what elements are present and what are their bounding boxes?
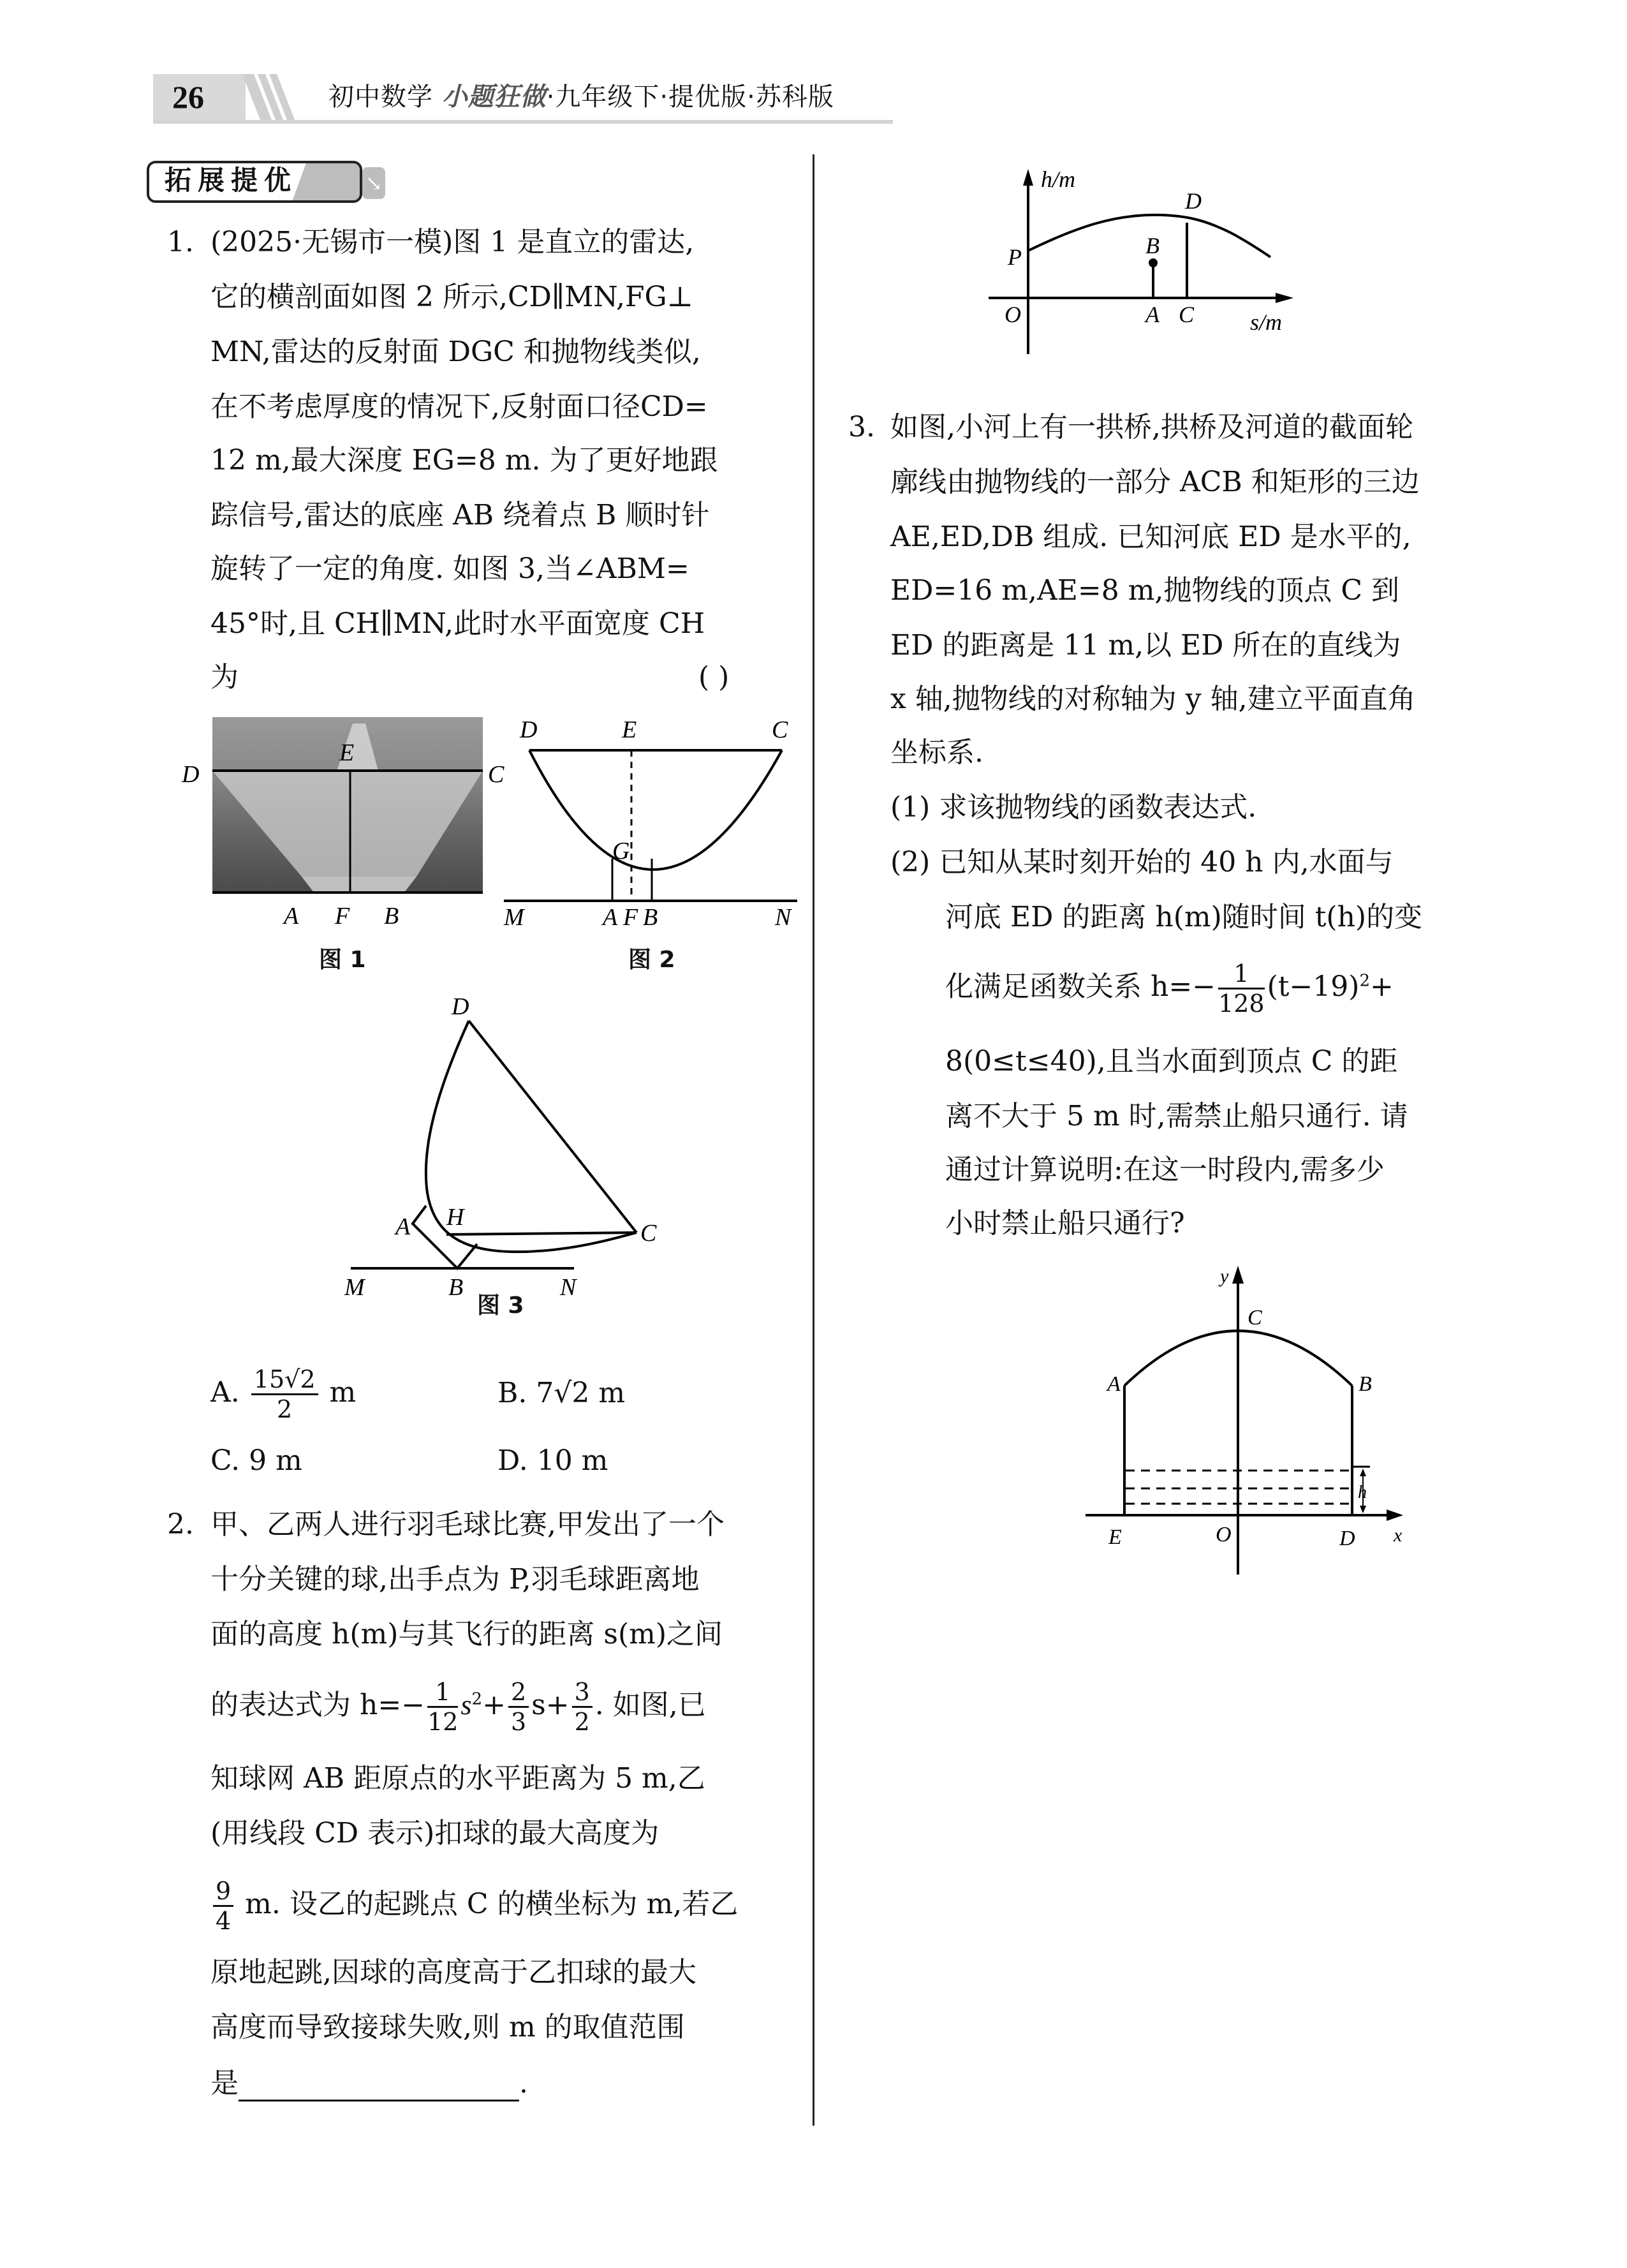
problem-3-line: 坐标系. (890, 736, 983, 769)
parabola-dgc (529, 750, 782, 870)
problem-2-formula: 的表达式为 h=− $\frac{1}{12}$ $s^2+$ $\frac{2}{3}$ s+ $\frac{3}{2}$ . 如图,已 (210, 1678, 706, 1736)
label-a: A (395, 1213, 411, 1240)
line-hc (446, 1233, 637, 1234)
label-m: M (504, 904, 524, 931)
problem-3-q1: (1) 求该抛物线的函数表达式. (890, 791, 1257, 824)
answer-blank[interactable] (239, 2074, 519, 2101)
problem-1-line: 45°时,且 CH∥MN,此时水平面宽度 CH (210, 607, 705, 640)
problem-3-figure (1071, 1244, 1467, 1576)
label-d: D (452, 993, 469, 1020)
option-d-text: 10 m (536, 1444, 608, 1477)
option-a-fraction: $\frac{15√2}{2}$ (251, 1365, 318, 1423)
option-c-key: C. (210, 1444, 240, 1477)
problem-3-line: 如图,小河上有一拱桥,拱桥及河道的截面轮 (890, 411, 1413, 443)
problem-3-q2-line: 通过计算说明:在这一时段内,需多少 (945, 1153, 1385, 1186)
option-b-text: 7√2 m (536, 1377, 626, 1409)
option-c-text: 9 m (249, 1444, 302, 1477)
book-title-prefix: 初中数学 (328, 82, 433, 112)
point-b (1149, 258, 1158, 267)
label-n: N (560, 1274, 577, 1301)
option-b-key: B. (497, 1377, 527, 1409)
label-d: D (520, 716, 538, 743)
option-a-key: A. (210, 1376, 240, 1409)
label-h: H (446, 1204, 464, 1231)
label-a: A (1107, 1372, 1121, 1396)
header-rule (153, 120, 893, 124)
line-dc (469, 1021, 637, 1233)
option-d-key: D. (497, 1444, 528, 1477)
figure-3-caption: 图 3 (477, 1293, 524, 1319)
option-a-unit: m (329, 1376, 357, 1409)
label-c: C (1179, 302, 1195, 327)
problem-1-line: MN,雷达的反射面 DGC 和抛物线类似, (210, 336, 701, 368)
label-c: C (1248, 1306, 1262, 1330)
label-b: B (1145, 233, 1160, 258)
h-arrow-up-icon (1360, 1469, 1366, 1476)
label-b: B (1358, 1372, 1372, 1396)
y-axis-arrow-icon (1232, 1266, 1244, 1284)
label-g: G (612, 838, 630, 864)
figure-1-caption: 图 1 (319, 947, 366, 973)
label-c: C (772, 716, 788, 743)
problem-3-q2-line: 8(0≤t≤40),且当水面到顶点 C 的距 (945, 1045, 1398, 1078)
problem-1-line: 在不考虑厚度的情况下,反射面口径CD= (210, 390, 708, 423)
problem-3-line: ED 的距离是 11 m,以 ED 所在的直线为 (890, 629, 1401, 662)
h-axis-arrow-icon (1023, 169, 1033, 186)
label-b: B (643, 904, 658, 931)
label-s-axis: s/m (1250, 309, 1283, 335)
problem-2-line: $\frac{9}{4}$ m. 设乙的起跳点 C 的横坐标为 m,若乙 (210, 1877, 738, 1935)
problem-3-q2-line: 河底 ED 的距离 h(m)随时间 t(h)的变 (945, 901, 1423, 933)
problem-1-line: 它的横剖面如图 2 所示,CD∥MN,FG⊥ (210, 281, 694, 313)
label-a: A (1145, 302, 1160, 327)
problem-3-number: 3. (848, 411, 875, 443)
problem-3-line: AE,ED,DB 组成. 已知河底 ED 是水平的, (890, 521, 1411, 553)
problem-3-line: ED=16 m,AE=8 m,抛物线的顶点 C 到 (890, 574, 1400, 607)
label-c: C (640, 1220, 657, 1247)
label-d: D (182, 761, 200, 788)
label-a: A (284, 903, 299, 930)
label-e: E (1108, 1525, 1122, 1549)
problem-2-line: (用线段 CD 表示)扣球的最大高度为 (210, 1817, 659, 1849)
page-number: 26 (172, 79, 204, 115)
x-axis-arrow-icon (1387, 1509, 1403, 1521)
problem-2-number: 2. (167, 1508, 194, 1541)
problem-3-q2-line: 小时禁止船只通行? (945, 1207, 1185, 1240)
label-y: y (1220, 1266, 1229, 1287)
label-f: F (623, 904, 638, 931)
problem-2-line: 知球网 AB 距原点的水平距离为 5 m,乙 (210, 1762, 705, 1795)
label-o: O (1216, 1523, 1232, 1546)
problem-1-number: 1. (167, 226, 194, 258)
label-f: F (335, 903, 350, 930)
option-c[interactable] (210, 1443, 302, 1479)
book-title (328, 75, 834, 119)
problem-1-line: (2025·无锡市一模)图 1 是直立的雷达, (210, 226, 695, 258)
problem-2-line: 甲、乙两人进行羽毛球比赛,甲发出了一个 (210, 1508, 725, 1541)
problem-3-q2-formula: 化满足函数关系 h=− $\frac{1}{128}$ $(t-19)^2+$ (945, 960, 1394, 1018)
problem-2-line: 高度而导致接球失败,则 m 的取值范围 (210, 2011, 685, 2043)
problem-1-line: 旋转了一定的角度. 如图 3,当∠ABM= (210, 552, 689, 585)
figure-1-labels (172, 717, 510, 934)
figure-2-caption: 图 2 (628, 947, 675, 973)
label-h-axis: h/m (1041, 167, 1075, 192)
problem-2-last-line: 是 . (210, 2066, 528, 2101)
column-divider (813, 154, 814, 2126)
answer-bracket[interactable]: ( ) (698, 661, 730, 693)
h-arrow-down-icon (1360, 1506, 1366, 1513)
label-h: h (1358, 1483, 1367, 1502)
figure-2 (504, 708, 797, 931)
book-brand: 小题狂做 (441, 82, 547, 112)
problem-1-line: 为 (210, 661, 239, 693)
label-a: A (603, 904, 618, 931)
problem-3-q2-line: 离不大于 5 m 时,需禁止船只通行. 请 (945, 1100, 1408, 1132)
problem-2-figure (989, 163, 1307, 380)
label-e: E (339, 739, 355, 766)
problem-2-line: 面的高度 h(m)与其飞行的距离 s(m)之间 (210, 1618, 723, 1650)
problem-3-q2-line: (2) 已知从某时刻开始的 40 h 内,水面与 (890, 846, 1394, 878)
problem-3-line: x 轴,抛物线的对称轴为 y 轴,建立平面直角 (890, 683, 1416, 715)
figure-3 (332, 989, 663, 1301)
label-x: x (1394, 1525, 1402, 1546)
problem-1-line: 12 m,最大深度 EG=8 m. 为了更好地跟 (210, 444, 718, 477)
label-n: N (775, 904, 791, 931)
option-d[interactable] (497, 1443, 608, 1479)
book-title-suffix: ·九年级下·提优版·苏科版 (546, 82, 834, 112)
s-axis-arrow-icon (1276, 293, 1293, 303)
header-stripes (242, 74, 338, 124)
label-o: O (1005, 302, 1021, 327)
problem-2-line: 原地起跳,因球的高度高于乙扣球的最大 (210, 1956, 696, 1989)
problem-3-line: 廓线由抛物线的一部分 ACB 和矩形的三边 (890, 466, 1420, 498)
arrow-down-right-icon: ↘ (362, 167, 385, 199)
label-d: D (1185, 188, 1202, 214)
option-a[interactable] (210, 1365, 356, 1423)
problem-2-line: 十分关键的球,出手点为 P,羽毛球距离地 (210, 1563, 700, 1596)
label-p: P (1008, 244, 1022, 270)
label-m: M (344, 1274, 365, 1301)
base-ab (413, 1206, 477, 1268)
label-b: B (384, 903, 399, 930)
label-c: C (488, 761, 504, 788)
option-b[interactable] (497, 1375, 625, 1411)
label-b: B (448, 1274, 464, 1301)
problem-1-line: 踪信号,雷达的底座 AB 绕着点 B 顺时针 (210, 499, 710, 531)
label-d: D (1339, 1527, 1355, 1550)
section-title: 拓展提优 (165, 165, 298, 196)
label-e: E (622, 716, 637, 743)
